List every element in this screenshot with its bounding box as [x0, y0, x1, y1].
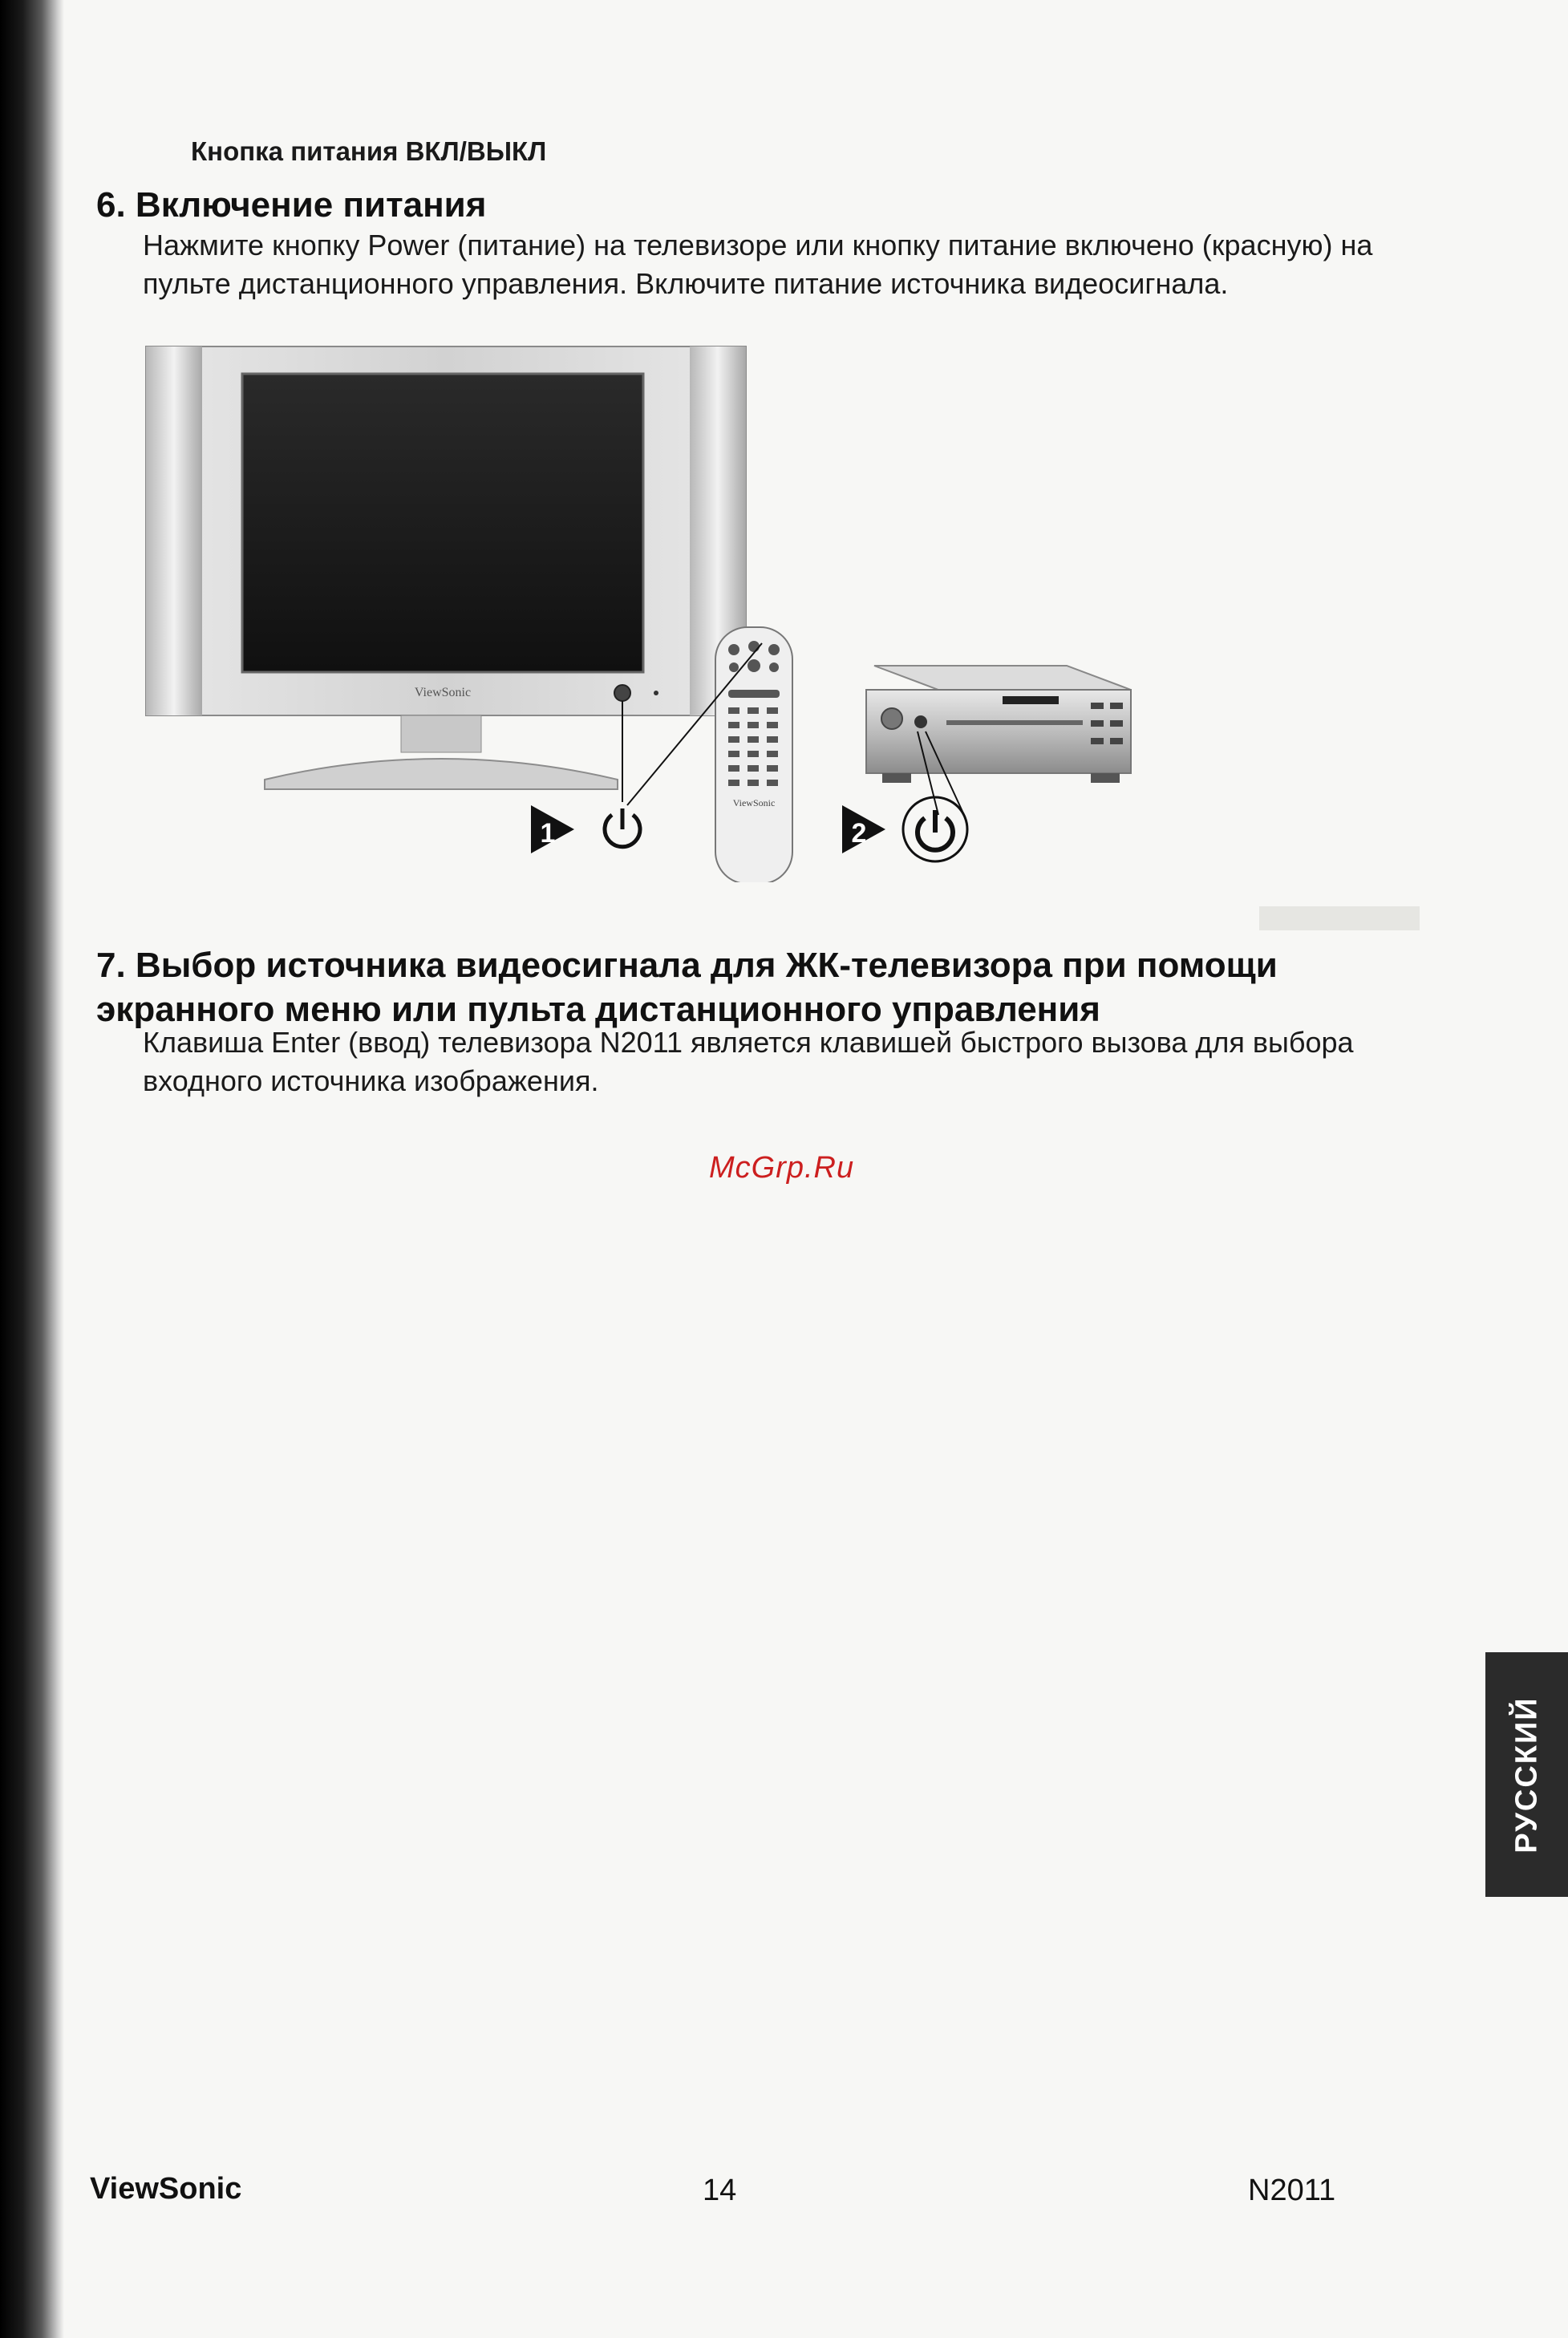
power-button-caption: Кнопка питания ВКЛ/ВЫКЛ: [191, 136, 547, 166]
power-icon: [918, 810, 953, 850]
remote-brand-logo: ViewSonic: [732, 797, 776, 808]
footer-page-number: 14: [703, 2174, 737, 2207]
tv-screen: [242, 374, 643, 672]
dvd-display: [1003, 696, 1059, 704]
scan-artifact: [1259, 906, 1420, 930]
section-7-text: Клавиша Enter (ввод) телевизора N2011 является клавишей быстрого вызова для выбора входного источника изображения.: [143, 1026, 1354, 1097]
dvd-foot-right: [1091, 773, 1120, 783]
tv-speaker-left: [146, 346, 202, 715]
tv-stand-neck: [401, 715, 481, 752]
language-tab-label: РУССКИЙ: [1509, 1696, 1543, 1854]
section-6-heading: 6. Включение питания: [96, 185, 487, 225]
dvd-dial: [881, 708, 902, 729]
tv-power-button: [614, 685, 630, 701]
tv-indicator-light: [654, 691, 658, 695]
dvd-front: [866, 690, 1131, 773]
tv-brand-logo: ViewSonic: [414, 686, 472, 699]
remote-control: [715, 627, 792, 882]
watermark: McGrp.Ru: [709, 1151, 855, 1185]
dvd-player: [866, 666, 1131, 783]
step-1-marker: [531, 805, 640, 853]
footer-model: N2011: [1248, 2174, 1336, 2207]
dvd-foot-left: [882, 773, 911, 783]
power-on-illustration: [136, 337, 1227, 882]
section-6-text: Нажмите кнопку Power (питание) на телевизоре или кнопку питание включено (красную) на пульте дистанционного управления. Включите питание источника видеосигнала.: [143, 229, 1373, 300]
power-icon: [605, 808, 640, 847]
dvd-top: [874, 666, 1131, 690]
dvd-disc-tray: [946, 720, 1083, 725]
language-tab: [1485, 1652, 1568, 1897]
dvd-power-button: [914, 715, 927, 728]
step-2-number: 2: [851, 818, 867, 849]
step-1-number: 1: [540, 818, 556, 849]
section-7-heading: 7. Выбор источника видеосигнала для ЖК-телевизора при помощи экранного меню или пульта дистанционного управления: [96, 946, 1278, 1029]
step-2-marker: [842, 797, 967, 861]
footer-brand: ViewSonic: [90, 2172, 242, 2206]
lcd-tv: [146, 346, 746, 789]
tv-stand-base: [265, 759, 618, 789]
page-spine-shadow: [0, 0, 64, 2338]
